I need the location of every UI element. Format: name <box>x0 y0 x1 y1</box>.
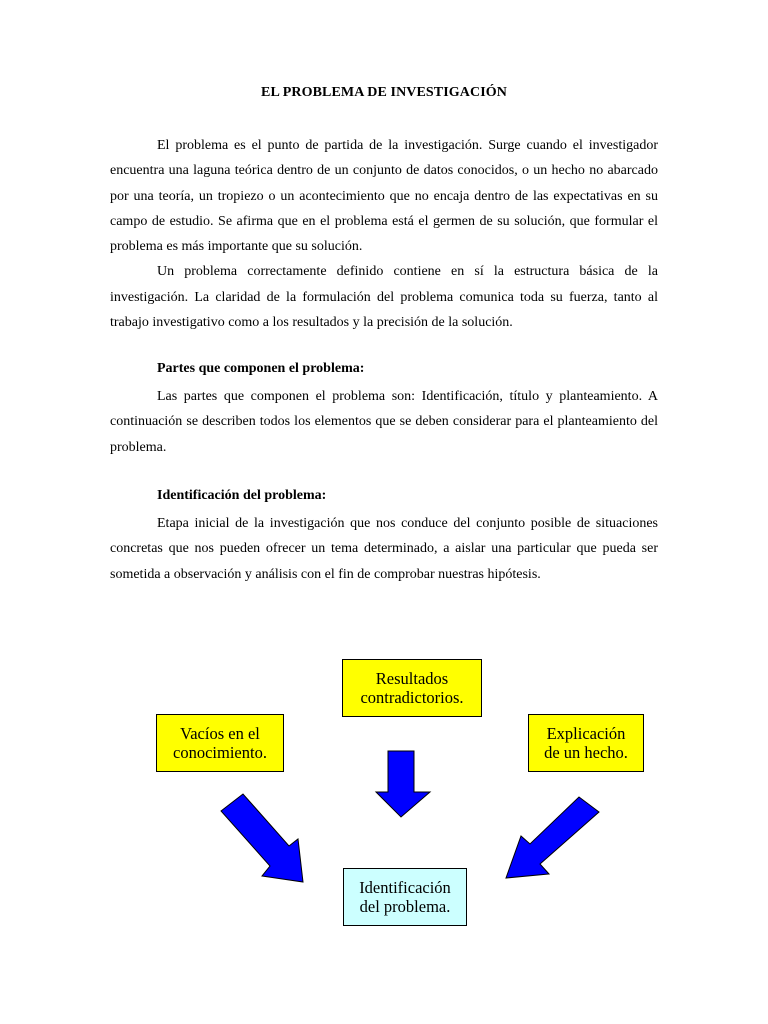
box-explicacion-label: Explicación de un hecho. <box>544 724 628 762</box>
arrow-down-center <box>376 751 430 817</box>
paragraph-1: El problema es el punto de partida de la investigación. Surge cuando el investigador encuentra una laguna teórica dentro de un conjunto de datos conocidos, o un hecho no abarcado por una teoría, un tropiezo o un acontecimiento que no encaja dentro de las expectativas en su campo de estudio. Se afirma que en el problema está el germen de su solución, que formular el problema es más importante que su solución. <box>110 138 658 255</box>
box-resultados-label: Resultados contradictorios. <box>360 669 464 707</box>
heading-identificacion: Identificación del problema: <box>157 488 327 503</box>
arrow-down-right-left <box>221 794 303 882</box>
paragraph-identificacion: Etapa inicial de la investigación que nos conduce del conjunto posible de situaciones concretas que nos pueden ofrecer un tema determinado, a aislar una particular que pueda ser sometida a observación y análisis con el fin de comprobar nuestras hipótesis. <box>110 516 658 582</box>
box-vacios-label: Vacíos en el conocimiento. <box>173 724 267 762</box>
paragraph-partes: Las partes que componen el problema son: Identificación, título y planteamiento. A continuación se describen todos los elementos que se deben considerar para el planteamiento del problema. <box>110 389 658 455</box>
heading-partes: Partes que componen el problema: <box>157 361 365 376</box>
arrow-down-left-right <box>506 797 599 878</box>
page-title: EL PROBLEMA DE INVESTIGACIÓN <box>261 85 507 100</box>
paragraph-2: Un problema correctamente definido contiene en sí la estructura básica de la investigación. La claridad de la formulación del problema comunica toda su fuerza, tanto al trabajo investigativo como a los resultados y la precisión de la solución. <box>110 264 658 331</box>
box-identificacion-label: Identificación del problema. <box>359 878 451 916</box>
